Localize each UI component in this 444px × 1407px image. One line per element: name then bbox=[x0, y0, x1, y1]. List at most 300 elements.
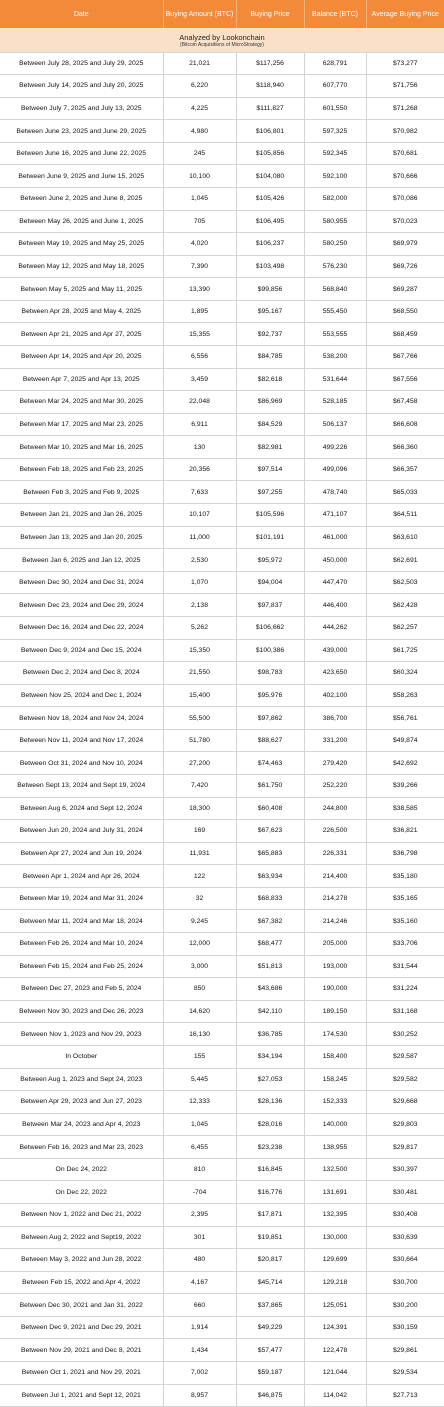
balance-cell: 461,000 bbox=[304, 526, 366, 549]
buying-amount-cell: 7,002 bbox=[163, 1362, 236, 1385]
balance-cell: 538,200 bbox=[304, 346, 366, 369]
buying-price-cell: $117,256 bbox=[236, 52, 304, 75]
table-row[interactable] bbox=[0, 368, 444, 391]
average-price-cell: $68,459 bbox=[366, 323, 444, 346]
date-cell: Between Aug 1, 2023 and Sept 24, 2023 bbox=[0, 1068, 163, 1091]
average-price-cell: $35,160 bbox=[366, 910, 444, 933]
buying-amount-cell: 6,556 bbox=[163, 346, 236, 369]
table-row[interactable] bbox=[0, 910, 444, 933]
buying-amount-cell: 7,420 bbox=[163, 775, 236, 798]
average-price-cell: $35,180 bbox=[366, 865, 444, 888]
average-price-cell: $58,263 bbox=[366, 684, 444, 707]
buying-price-cell: $86,969 bbox=[236, 391, 304, 414]
date-cell: Between Mar 11, 2024 and Mar 18, 2024 bbox=[0, 910, 163, 933]
average-price-cell: $73,277 bbox=[366, 52, 444, 75]
buying-price-cell: $105,596 bbox=[236, 504, 304, 527]
buying-price-cell: $98,783 bbox=[236, 662, 304, 685]
date-cell: Between Dec 16, 2024 and Dec 22, 2024 bbox=[0, 616, 163, 639]
buying-amount-cell: 18,300 bbox=[163, 797, 236, 820]
table-row[interactable] bbox=[0, 933, 444, 956]
buying-amount-cell: 21,021 bbox=[163, 52, 236, 75]
table-row[interactable] bbox=[0, 1271, 444, 1294]
table-row[interactable] bbox=[0, 752, 444, 775]
average-price-cell: $71,756 bbox=[366, 75, 444, 98]
date-cell: Between Nov 30, 2023 and Dec 26, 2023 bbox=[0, 1000, 163, 1023]
balance-cell: 129,218 bbox=[304, 1271, 366, 1294]
date-cell: Between Dec 30, 2024 and Dec 31, 2024 bbox=[0, 571, 163, 594]
table-row[interactable] bbox=[0, 1362, 444, 1385]
date-cell: Between Oct 31, 2024 and Nov 10, 2024 bbox=[0, 752, 163, 775]
balance-cell: 214,246 bbox=[304, 910, 366, 933]
buying-price-cell: $42,110 bbox=[236, 1000, 304, 1023]
date-cell: Between May 12, 2025 and May 18, 2025 bbox=[0, 255, 163, 278]
buying-amount-cell: 32 bbox=[163, 887, 236, 910]
date-cell: Between Mar 24, 2023 and Apr 4, 2023 bbox=[0, 1113, 163, 1136]
buying-price-cell: $84,529 bbox=[236, 413, 304, 436]
date-cell: Between Dec 9, 2021 and Dec 29, 2021 bbox=[0, 1316, 163, 1339]
average-price-cell: $35,165 bbox=[366, 887, 444, 910]
buying-price-cell: $65,883 bbox=[236, 842, 304, 865]
average-price-cell: $63,610 bbox=[366, 526, 444, 549]
date-cell: Between Mar 17, 2025 and Mar 23, 2025 bbox=[0, 413, 163, 436]
buying-amount-cell: 21,550 bbox=[163, 662, 236, 685]
average-price-cell: $29,817 bbox=[366, 1136, 444, 1159]
balance-cell: 226,331 bbox=[304, 842, 366, 865]
banner-title: Analyzed by Lookonchain bbox=[179, 32, 265, 42]
date-cell: Between Jul 1, 2021 and Sept 12, 2021 bbox=[0, 1384, 163, 1407]
table-row[interactable] bbox=[0, 887, 444, 910]
date-cell: Between Mar 19, 2024 and Mar 31, 2024 bbox=[0, 887, 163, 910]
average-price-cell: $67,458 bbox=[366, 391, 444, 414]
table-row[interactable] bbox=[0, 684, 444, 707]
balance-cell: 193,000 bbox=[304, 955, 366, 978]
average-price-cell: $30,397 bbox=[366, 1158, 444, 1181]
balance-cell: 568,840 bbox=[304, 278, 366, 301]
balance-cell: 471,107 bbox=[304, 504, 366, 527]
buying-amount-cell: 10,107 bbox=[163, 504, 236, 527]
table-row[interactable] bbox=[0, 300, 444, 323]
balance-cell: 531,644 bbox=[304, 368, 366, 391]
buying-price-cell: $63,934 bbox=[236, 865, 304, 888]
date-cell: Between Aug 6, 2024 and Sept 12, 2024 bbox=[0, 797, 163, 820]
buying-price-cell: $43,686 bbox=[236, 978, 304, 1001]
average-price-cell: $29,582 bbox=[366, 1068, 444, 1091]
date-cell: Between May 19, 2025 and May 25, 2025 bbox=[0, 233, 163, 256]
date-cell: Between Oct 1, 2021 and Nov 29, 2021 bbox=[0, 1362, 163, 1385]
average-price-cell: $27,713 bbox=[366, 1384, 444, 1407]
average-price-cell: $30,700 bbox=[366, 1271, 444, 1294]
table-row[interactable] bbox=[0, 120, 444, 143]
table-row[interactable] bbox=[0, 1226, 444, 1249]
date-cell: Between Nov 25, 2024 and Dec 1, 2024 bbox=[0, 684, 163, 707]
date-cell: Between Dec 27, 2023 and Feb 5, 2024 bbox=[0, 978, 163, 1001]
table-row[interactable] bbox=[0, 1294, 444, 1317]
column-header-date[interactable]: Date bbox=[0, 0, 163, 28]
balance-cell: 597,325 bbox=[304, 120, 366, 143]
date-cell: Between June 9, 2025 and June 15, 2025 bbox=[0, 165, 163, 188]
date-cell: Between May 26, 2025 and June 1, 2025 bbox=[0, 210, 163, 233]
balance-cell: 580,250 bbox=[304, 233, 366, 256]
balance-cell: 121,044 bbox=[304, 1362, 366, 1385]
average-price-cell: $69,726 bbox=[366, 255, 444, 278]
table-row[interactable] bbox=[0, 978, 444, 1001]
date-cell: On Dec 24, 2022 bbox=[0, 1158, 163, 1181]
buying-price-cell: $97,255 bbox=[236, 481, 304, 504]
buying-amount-cell: 12,000 bbox=[163, 933, 236, 956]
balance-cell: 158,400 bbox=[304, 1045, 366, 1068]
buying-amount-cell: 15,355 bbox=[163, 323, 236, 346]
date-cell: Between May 3, 2022 and Jun 28, 2022 bbox=[0, 1249, 163, 1272]
buying-price-cell: $68,833 bbox=[236, 887, 304, 910]
buying-price-cell: $95,167 bbox=[236, 300, 304, 323]
balance-cell: 528,185 bbox=[304, 391, 366, 414]
buying-price-cell: $94,004 bbox=[236, 571, 304, 594]
table-row[interactable] bbox=[0, 797, 444, 820]
table-row[interactable] bbox=[0, 97, 444, 120]
average-price-cell: $71,268 bbox=[366, 97, 444, 120]
buying-amount-cell: 11,000 bbox=[163, 526, 236, 549]
balance-cell: 190,000 bbox=[304, 978, 366, 1001]
buying-amount-cell: 6,220 bbox=[163, 75, 236, 98]
date-cell: Between Feb 3, 2025 and Feb 9, 2025 bbox=[0, 481, 163, 504]
balance-cell: 226,500 bbox=[304, 820, 366, 843]
buying-amount-cell: 10,100 bbox=[163, 165, 236, 188]
table-row[interactable] bbox=[0, 391, 444, 414]
average-price-cell: $70,681 bbox=[366, 142, 444, 165]
date-cell: Between Mar 24, 2025 and Mar 30, 2025 bbox=[0, 391, 163, 414]
balance-cell: 114,042 bbox=[304, 1384, 366, 1407]
balance-cell: 607,770 bbox=[304, 75, 366, 98]
balance-cell: 158,245 bbox=[304, 1068, 366, 1091]
average-price-cell: $31,224 bbox=[366, 978, 444, 1001]
balance-cell: 423,650 bbox=[304, 662, 366, 685]
buying-price-cell: $68,477 bbox=[236, 933, 304, 956]
average-price-cell: $68,550 bbox=[366, 300, 444, 323]
balance-cell: 499,096 bbox=[304, 458, 366, 481]
average-price-cell: $49,874 bbox=[366, 729, 444, 752]
balance-cell: 122,478 bbox=[304, 1339, 366, 1362]
date-cell: Between Apr 28, 2025 and May 4, 2025 bbox=[0, 300, 163, 323]
average-price-cell: $39,266 bbox=[366, 775, 444, 798]
average-price-cell: $66,608 bbox=[366, 413, 444, 436]
average-price-cell: $31,544 bbox=[366, 955, 444, 978]
date-cell: Between July 14, 2025 and July 20, 2025 bbox=[0, 75, 163, 98]
buying-amount-cell: 4,225 bbox=[163, 97, 236, 120]
balance-cell: 478,740 bbox=[304, 481, 366, 504]
buying-amount-cell: 5,262 bbox=[163, 616, 236, 639]
banner-subtitle: (Bitcoin Acquisitions of MicroStrategy) bbox=[180, 41, 264, 48]
buying-price-cell: $57,477 bbox=[236, 1339, 304, 1362]
balance-cell: 386,700 bbox=[304, 707, 366, 730]
date-cell: Between Sept 13, 2024 and Sept 19, 2024 bbox=[0, 775, 163, 798]
buying-price-cell: $106,237 bbox=[236, 233, 304, 256]
date-cell: Between Nov 29, 2021 and Dec 8, 2021 bbox=[0, 1339, 163, 1362]
buying-price-cell: $16,776 bbox=[236, 1181, 304, 1204]
balance-cell: 506,137 bbox=[304, 413, 366, 436]
buying-amount-cell: 20,356 bbox=[163, 458, 236, 481]
table-row[interactable] bbox=[0, 413, 444, 436]
balance-cell: 131,691 bbox=[304, 1181, 366, 1204]
table-row[interactable] bbox=[0, 616, 444, 639]
table-row[interactable] bbox=[0, 594, 444, 617]
buying-price-cell: $28,016 bbox=[236, 1113, 304, 1136]
buying-amount-cell: 1,434 bbox=[163, 1339, 236, 1362]
date-cell: Between Dec 23, 2024 and Dec 29, 2024 bbox=[0, 594, 163, 617]
buying-amount-cell: 810 bbox=[163, 1158, 236, 1181]
table-row[interactable] bbox=[0, 346, 444, 369]
balance-cell: 129,699 bbox=[304, 1249, 366, 1272]
average-price-cell: $64,511 bbox=[366, 504, 444, 527]
average-price-cell: $30,481 bbox=[366, 1181, 444, 1204]
buying-amount-cell: 705 bbox=[163, 210, 236, 233]
balance-cell: 402,100 bbox=[304, 684, 366, 707]
column-header-balance[interactable]: Balance (BTC) bbox=[304, 0, 366, 28]
buying-price-cell: $97,514 bbox=[236, 458, 304, 481]
table-row[interactable] bbox=[0, 165, 444, 188]
buying-amount-cell: 55,500 bbox=[163, 707, 236, 730]
buying-amount-cell: -704 bbox=[163, 1181, 236, 1204]
average-price-cell: $70,086 bbox=[366, 187, 444, 210]
buying-price-cell: $19,851 bbox=[236, 1226, 304, 1249]
balance-cell: 580,955 bbox=[304, 210, 366, 233]
average-price-cell: $69,979 bbox=[366, 233, 444, 256]
table-row[interactable] bbox=[0, 549, 444, 572]
date-cell: Between Dec 9, 2024 and Dec 15, 2024 bbox=[0, 639, 163, 662]
balance-cell: 152,333 bbox=[304, 1091, 366, 1114]
table-row[interactable] bbox=[0, 571, 444, 594]
buying-price-cell: $17,871 bbox=[236, 1203, 304, 1226]
average-price-cell: $30,639 bbox=[366, 1226, 444, 1249]
average-price-cell: $30,664 bbox=[366, 1249, 444, 1272]
average-price-cell: $33,706 bbox=[366, 933, 444, 956]
balance-cell: 132,500 bbox=[304, 1158, 366, 1181]
table-row[interactable] bbox=[0, 255, 444, 278]
table-row[interactable] bbox=[0, 1181, 444, 1204]
date-cell: Between Mar 10, 2025 and Mar 16, 2025 bbox=[0, 436, 163, 459]
buying-price-cell: $88,627 bbox=[236, 729, 304, 752]
buying-amount-cell: 5,445 bbox=[163, 1068, 236, 1091]
table-body bbox=[0, 52, 444, 1407]
table-row[interactable] bbox=[0, 639, 444, 662]
buying-amount-cell: 4,980 bbox=[163, 120, 236, 143]
average-price-cell: $30,408 bbox=[366, 1203, 444, 1226]
date-cell: On Dec 22, 2022 bbox=[0, 1181, 163, 1204]
average-price-cell: $42,692 bbox=[366, 752, 444, 775]
table-row[interactable] bbox=[0, 1113, 444, 1136]
table-row[interactable] bbox=[0, 1249, 444, 1272]
buying-amount-cell: 12,333 bbox=[163, 1091, 236, 1114]
buying-price-cell: $104,080 bbox=[236, 165, 304, 188]
column-header-average-price[interactable]: Average Buying Price bbox=[366, 0, 444, 28]
buying-price-cell: $106,662 bbox=[236, 616, 304, 639]
buying-price-cell: $20,817 bbox=[236, 1249, 304, 1272]
table-row[interactable] bbox=[0, 865, 444, 888]
date-cell: Between Feb 15, 2022 and Apr 4, 2022 bbox=[0, 1271, 163, 1294]
average-price-cell: $60,324 bbox=[366, 662, 444, 685]
buying-amount-cell: 16,130 bbox=[163, 1023, 236, 1046]
buying-amount-cell: 130 bbox=[163, 436, 236, 459]
balance-cell: 447,470 bbox=[304, 571, 366, 594]
balance-cell: 601,550 bbox=[304, 97, 366, 120]
buying-price-cell: $82,981 bbox=[236, 436, 304, 459]
table-row[interactable] bbox=[0, 1136, 444, 1159]
average-price-cell: $56,761 bbox=[366, 707, 444, 730]
table-row[interactable] bbox=[0, 1203, 444, 1226]
buying-amount-cell: 15,400 bbox=[163, 684, 236, 707]
average-price-cell: $67,766 bbox=[366, 346, 444, 369]
table-row[interactable] bbox=[0, 323, 444, 346]
average-price-cell: $62,503 bbox=[366, 571, 444, 594]
table-row[interactable] bbox=[0, 187, 444, 210]
balance-cell: 130,000 bbox=[304, 1226, 366, 1249]
table-row[interactable] bbox=[0, 1384, 444, 1407]
date-cell: Between Jun 20, 2024 and July 31, 2024 bbox=[0, 820, 163, 843]
balance-cell: 331,200 bbox=[304, 729, 366, 752]
buying-amount-cell: 169 bbox=[163, 820, 236, 843]
date-cell: Between Nov 1, 2022 and Dec 21, 2022 bbox=[0, 1203, 163, 1226]
table-row[interactable] bbox=[0, 1045, 444, 1068]
buying-amount-cell: 15,350 bbox=[163, 639, 236, 662]
balance-cell: 592,100 bbox=[304, 165, 366, 188]
table-row[interactable] bbox=[0, 52, 444, 75]
table-row[interactable] bbox=[0, 842, 444, 865]
date-cell: Between Feb 18, 2025 and Feb 23, 2025 bbox=[0, 458, 163, 481]
balance-cell: 553,555 bbox=[304, 323, 366, 346]
buying-price-cell: $118,940 bbox=[236, 75, 304, 98]
date-cell: Between Dec 30, 2021 and Jan 31, 2022 bbox=[0, 1294, 163, 1317]
buying-price-cell: $105,856 bbox=[236, 142, 304, 165]
date-cell: Between July 28, 2025 and July 29, 2025 bbox=[0, 52, 163, 75]
balance-cell: 446,400 bbox=[304, 594, 366, 617]
date-cell: Between Jan 6, 2025 and Jan 12, 2025 bbox=[0, 549, 163, 572]
buying-amount-cell: 7,390 bbox=[163, 255, 236, 278]
table-row[interactable] bbox=[0, 775, 444, 798]
date-cell: Between Apr 21, 2025 and Apr 27, 2025 bbox=[0, 323, 163, 346]
average-price-cell: $70,023 bbox=[366, 210, 444, 233]
table-row[interactable] bbox=[0, 1023, 444, 1046]
date-cell: Between Jan 21, 2025 and Jan 26, 2025 bbox=[0, 504, 163, 527]
buying-amount-cell: 51,780 bbox=[163, 729, 236, 752]
average-price-cell: $29,861 bbox=[366, 1339, 444, 1362]
buying-price-cell: $82,618 bbox=[236, 368, 304, 391]
buying-price-cell: $84,785 bbox=[236, 346, 304, 369]
date-cell: Between Jan 13, 2025 and Jan 20, 2025 bbox=[0, 526, 163, 549]
balance-cell: 124,391 bbox=[304, 1316, 366, 1339]
table-row[interactable] bbox=[0, 729, 444, 752]
average-price-cell: $30,200 bbox=[366, 1294, 444, 1317]
buying-price-cell: $103,498 bbox=[236, 255, 304, 278]
buying-amount-cell: 3,459 bbox=[163, 368, 236, 391]
balance-cell: 132,395 bbox=[304, 1203, 366, 1226]
date-cell: Between Feb 16, 2023 and Mar 23, 2023 bbox=[0, 1136, 163, 1159]
table-row[interactable] bbox=[0, 1091, 444, 1114]
date-cell: Between Feb 26, 2024 and Mar 10, 2024 bbox=[0, 933, 163, 956]
table-row[interactable] bbox=[0, 1068, 444, 1091]
buying-price-cell: $16,845 bbox=[236, 1158, 304, 1181]
table-row[interactable] bbox=[0, 526, 444, 549]
date-cell: Between Apr 14, 2025 and Apr 20, 2025 bbox=[0, 346, 163, 369]
buying-price-cell: $92,737 bbox=[236, 323, 304, 346]
buying-price-cell: $37,865 bbox=[236, 1294, 304, 1317]
average-price-cell: $38,585 bbox=[366, 797, 444, 820]
buying-amount-cell: 1,914 bbox=[163, 1316, 236, 1339]
column-header-buying-amount[interactable]: Buying Amount (BTC) bbox=[163, 0, 236, 28]
average-price-cell: $30,159 bbox=[366, 1316, 444, 1339]
date-cell: Between Apr 29, 2023 and Jun 27, 2023 bbox=[0, 1091, 163, 1114]
average-price-cell: $62,257 bbox=[366, 616, 444, 639]
average-price-cell: $36,798 bbox=[366, 842, 444, 865]
balance-cell: 555,450 bbox=[304, 300, 366, 323]
buying-amount-cell: 660 bbox=[163, 1294, 236, 1317]
balance-cell: 576,230 bbox=[304, 255, 366, 278]
table-row[interactable] bbox=[0, 210, 444, 233]
table-row[interactable] bbox=[0, 458, 444, 481]
balance-cell: 252,220 bbox=[304, 775, 366, 798]
balance-cell: 582,000 bbox=[304, 187, 366, 210]
buying-amount-cell: 301 bbox=[163, 1226, 236, 1249]
date-cell: Between Dec 2, 2024 and Dec 8, 2024 bbox=[0, 662, 163, 685]
date-cell: Between Feb 15, 2024 and Feb 25, 2024 bbox=[0, 955, 163, 978]
table-row[interactable] bbox=[0, 1000, 444, 1023]
buying-amount-cell: 14,620 bbox=[163, 1000, 236, 1023]
analysis-banner bbox=[0, 28, 444, 52]
table-row[interactable] bbox=[0, 436, 444, 459]
buying-amount-cell: 4,167 bbox=[163, 1271, 236, 1294]
balance-cell: 140,000 bbox=[304, 1113, 366, 1136]
buying-amount-cell: 8,957 bbox=[163, 1384, 236, 1407]
balance-cell: 592,345 bbox=[304, 142, 366, 165]
average-price-cell: $29,668 bbox=[366, 1091, 444, 1114]
table-row[interactable] bbox=[0, 662, 444, 685]
buying-amount-cell: 1,045 bbox=[163, 187, 236, 210]
table-row[interactable] bbox=[0, 955, 444, 978]
buying-amount-cell: 122 bbox=[163, 865, 236, 888]
balance-cell: 444,262 bbox=[304, 616, 366, 639]
table-row[interactable] bbox=[0, 1316, 444, 1339]
balance-cell: 244,800 bbox=[304, 797, 366, 820]
balance-cell: 189,150 bbox=[304, 1000, 366, 1023]
buying-amount-cell: 850 bbox=[163, 978, 236, 1001]
table-row[interactable] bbox=[0, 707, 444, 730]
balance-cell: 174,530 bbox=[304, 1023, 366, 1046]
table-row[interactable] bbox=[0, 481, 444, 504]
balance-cell: 125,051 bbox=[304, 1294, 366, 1317]
table-row[interactable] bbox=[0, 278, 444, 301]
banner-cell bbox=[0, 28, 444, 52]
average-price-cell: $70,982 bbox=[366, 120, 444, 143]
buying-price-cell: $97,862 bbox=[236, 707, 304, 730]
average-price-cell: $65,033 bbox=[366, 481, 444, 504]
buying-price-cell: $99,856 bbox=[236, 278, 304, 301]
table-row[interactable] bbox=[0, 820, 444, 843]
date-cell: Between Nov 11, 2024 and Nov 17, 2024 bbox=[0, 729, 163, 752]
buying-amount-cell: 2,395 bbox=[163, 1203, 236, 1226]
table-row[interactable] bbox=[0, 504, 444, 527]
table-row[interactable] bbox=[0, 142, 444, 165]
table-row[interactable] bbox=[0, 233, 444, 256]
table-row[interactable] bbox=[0, 75, 444, 98]
buying-price-cell: $61,750 bbox=[236, 775, 304, 798]
buying-amount-cell: 22,048 bbox=[163, 391, 236, 414]
table-row[interactable] bbox=[0, 1339, 444, 1362]
buying-price-cell: $106,495 bbox=[236, 210, 304, 233]
column-header-buying-price[interactable]: Buying Price bbox=[236, 0, 304, 28]
buying-amount-cell: 7,633 bbox=[163, 481, 236, 504]
buying-price-cell: $45,714 bbox=[236, 1271, 304, 1294]
date-cell: In October bbox=[0, 1045, 163, 1068]
table-row[interactable] bbox=[0, 1158, 444, 1181]
balance-cell: 214,400 bbox=[304, 865, 366, 888]
